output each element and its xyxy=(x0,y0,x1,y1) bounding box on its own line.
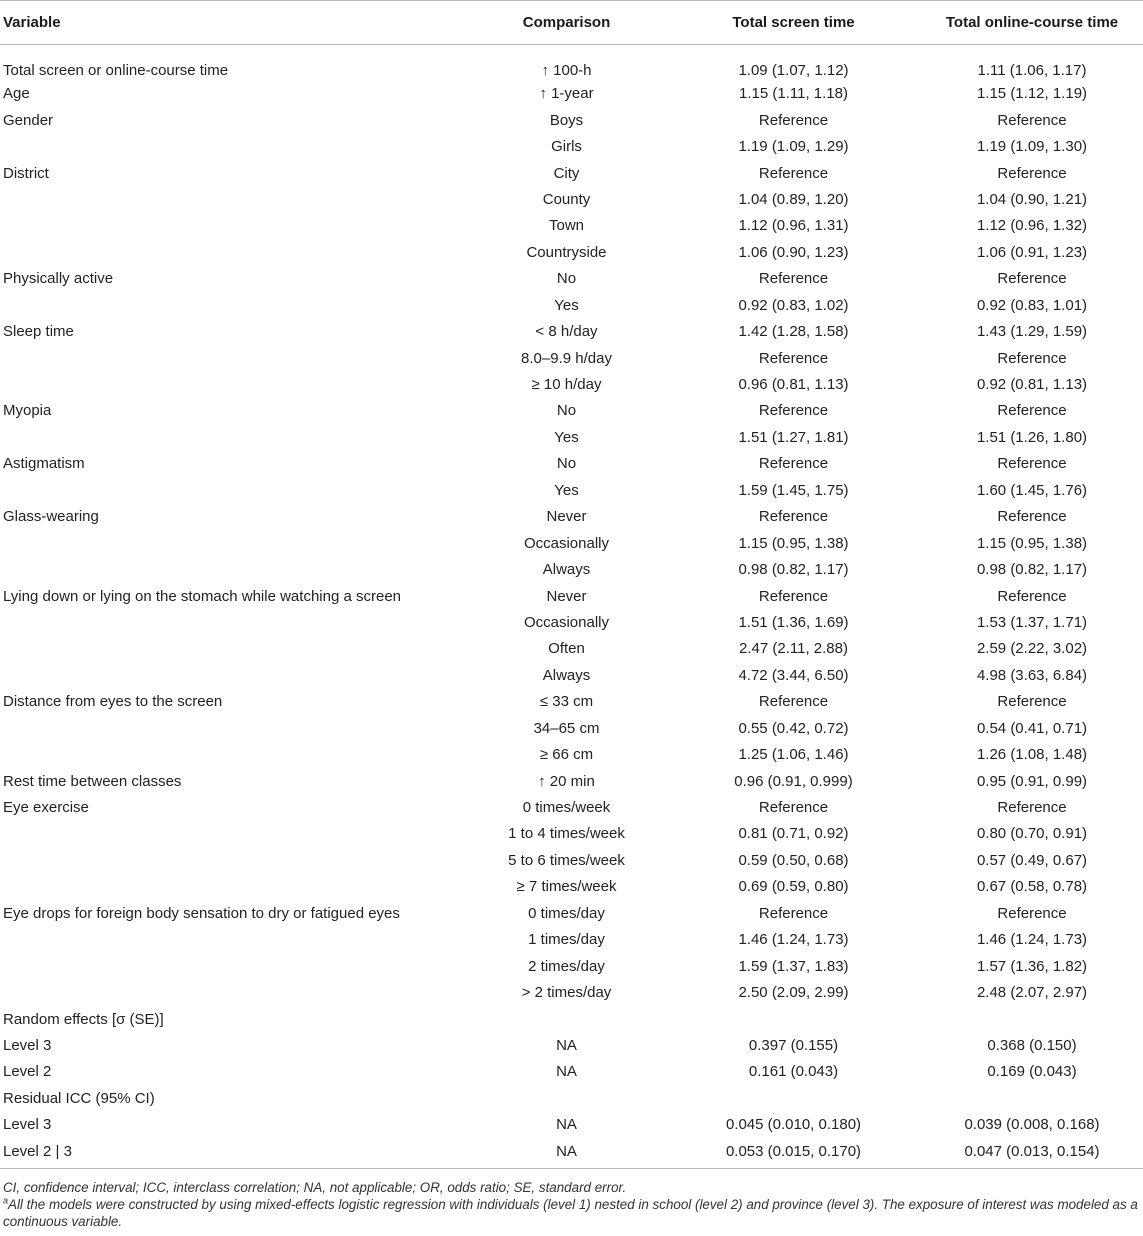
cell-variable: Eye drops for foreign body sensation to dry or fatigued eyes xyxy=(3,904,400,922)
cell-total-online-course-time: 1.12 (0.96, 1.32) xyxy=(976,217,1088,235)
cell-variable xyxy=(0,371,453,397)
cell-comparison: No xyxy=(556,270,577,288)
cell-comparison: Occasionally xyxy=(523,534,610,552)
cell-total-online-course-time: 0.92 (0.83, 1.01) xyxy=(976,296,1088,314)
cell-total-online-course-time: Reference xyxy=(997,508,1067,526)
cell-variable xyxy=(0,239,453,265)
cell-total-screen-time: 0.55 (0.42, 0.72) xyxy=(738,719,849,737)
table-row xyxy=(0,318,1143,344)
cell-total-online-course-time: 4.98 (3.63, 6.84) xyxy=(976,666,1088,684)
table-row xyxy=(0,504,1143,530)
cell-total-screen-time: 0.59 (0.50, 0.68) xyxy=(738,851,849,869)
table-row xyxy=(0,583,1143,609)
cell-total-screen-time: 1.51 (1.36, 1.69) xyxy=(738,613,849,631)
table-row xyxy=(0,821,1143,847)
cell-comparison: County xyxy=(542,190,591,208)
cell-comparison: 1 times/day xyxy=(528,931,605,949)
cell-variable xyxy=(0,953,453,979)
cell-total-online-course-time: 0.95 (0.91, 0.99) xyxy=(976,772,1088,790)
cell-total-online-course-time: 1.15 (1.12, 1.19) xyxy=(976,85,1088,103)
cell-total-screen-time: 0.397 (0.155) xyxy=(748,1036,839,1054)
cell-total-screen-time: 2.50 (2.09, 2.99) xyxy=(738,984,849,1002)
cell-total-screen-time: 0.161 (0.043) xyxy=(748,1063,839,1081)
cell-comparison: NA xyxy=(556,1116,577,1134)
table-row xyxy=(0,609,1143,635)
abbreviations-note: CI, confidence interval; ICC, interclass correlation; NA, not applicable; OR, odds ratio; SE, standard error. xyxy=(3,1179,627,1195)
cell-comparison: NA xyxy=(453,1138,680,1168)
cell-comparison: ≤ 33 cm xyxy=(539,693,594,711)
cell-comparison: NA xyxy=(556,1036,577,1054)
cell-total-screen-time: 2.47 (2.11, 2.88) xyxy=(739,640,848,658)
table-row xyxy=(0,186,1143,212)
cell-variable xyxy=(0,213,453,239)
table-row xyxy=(0,636,1143,662)
cell-comparison: 1 to 4 times/week xyxy=(508,825,625,843)
table-row xyxy=(0,81,1143,107)
cell-total-screen-time: 0.92 (0.83, 1.02) xyxy=(738,296,849,314)
cell-variable xyxy=(0,821,453,847)
cell-total-online-course-time: 1.19 (1.09, 1.30) xyxy=(976,138,1088,156)
cell-total-online-course-time: 0.57 (0.49, 0.67) xyxy=(976,851,1088,869)
cell-variable: Sleep time xyxy=(3,323,74,341)
table-row xyxy=(0,979,1143,1005)
cell-variable xyxy=(0,424,453,450)
table-row xyxy=(0,160,1143,186)
cell-comparison: Never xyxy=(546,508,587,526)
cell-comparison: Boys xyxy=(549,111,584,129)
cell-total-screen-time: 4.72 (3.44, 6.50) xyxy=(738,666,849,684)
cell-total-online-course-time: 1.53 (1.37, 1.71) xyxy=(976,613,1088,631)
cell-variable: Level 3 xyxy=(3,1036,52,1054)
cell-total-screen-time: 0.98 (0.82, 1.17) xyxy=(738,561,849,579)
cell-comparison: ↑ 1-year xyxy=(539,85,594,103)
cell-variable xyxy=(0,530,453,556)
table-row xyxy=(0,768,1143,794)
cell-variable: Physically active xyxy=(3,270,114,288)
cell-total-screen-time: Reference xyxy=(758,164,829,182)
cell-total-screen-time: Reference xyxy=(758,904,829,922)
cell-variable: Distance from eyes to the screen xyxy=(3,693,223,711)
cell-total-screen-time: 0.81 (0.71, 0.92) xyxy=(738,825,849,843)
cell-total-screen-time xyxy=(680,1006,907,1032)
cell-total-online-course-time: 2.48 (2.07, 2.97) xyxy=(976,984,1088,1002)
cell-total-online-course-time: 1.04 (0.90, 1.21) xyxy=(976,190,1088,208)
cell-comparison: Often xyxy=(548,640,585,658)
cell-total-online-course-time: 2.59 (2.22, 3.02) xyxy=(976,640,1088,658)
methods-note-text: All the models were constructed by using mixed-effects logistic regression with individuals (level 1) nested in school (level 2) and province (level 3). The exposure of interest was modeled as a continuous variable. xyxy=(3,1196,1138,1229)
table-row xyxy=(0,556,1143,582)
table-row xyxy=(0,1085,1143,1111)
cell-total-online-course-time: 0.047 (0.013, 0.154) xyxy=(907,1138,1143,1168)
cell-total-online-course-time: 1.06 (0.91, 1.23) xyxy=(976,243,1088,261)
cell-comparison: Occasionally xyxy=(523,613,610,631)
cell-comparison: ↑ 20 min xyxy=(538,772,595,790)
header-total-screen-time: Total screen time xyxy=(680,1,907,45)
cell-total-screen-time: 1.51 (1.27, 1.81) xyxy=(738,428,849,446)
cell-total-screen-time: 0.69 (0.59, 0.80) xyxy=(738,878,849,896)
cell-total-screen-time: 1.15 (1.11, 1.18) xyxy=(739,85,848,103)
table-row xyxy=(0,847,1143,873)
cell-total-online-course-time: Reference xyxy=(997,693,1067,711)
cell-comparison xyxy=(453,1006,680,1032)
cell-total-screen-time: Reference xyxy=(758,402,829,420)
cell-total-screen-time: Reference xyxy=(758,799,829,817)
cell-total-online-course-time xyxy=(907,1085,1143,1111)
cell-variable: Age xyxy=(3,85,30,103)
cell-comparison: Countryside xyxy=(526,243,607,261)
cell-comparison: ≥ 10 h/day xyxy=(531,376,602,394)
cell-comparison: 2 times/day xyxy=(528,957,605,975)
cell-total-online-course-time: Reference xyxy=(997,904,1067,922)
cell-comparison: ↑ 100-h xyxy=(541,61,592,79)
cell-total-online-course-time: 0.169 (0.043) xyxy=(987,1063,1077,1081)
cell-total-screen-time: 1.04 (0.89, 1.20) xyxy=(738,190,849,208)
table-row xyxy=(0,1112,1143,1138)
cell-total-online-course-time: 0.039 (0.008, 0.168) xyxy=(964,1116,1100,1134)
cell-total-screen-time: Reference xyxy=(758,111,829,129)
cell-variable: District xyxy=(3,164,49,182)
cell-total-screen-time: Reference xyxy=(758,508,829,526)
cell-total-screen-time: 1.09 (1.07, 1.12) xyxy=(738,61,849,79)
cell-total-screen-time: 1.46 (1.24, 1.73) xyxy=(738,931,849,949)
cell-variable: Glass-wearing xyxy=(3,508,99,526)
cell-variable xyxy=(0,556,453,582)
cell-total-online-course-time xyxy=(907,1006,1143,1032)
cell-variable: Myopia xyxy=(3,402,52,420)
table-row xyxy=(0,1059,1143,1085)
cell-variable xyxy=(0,477,453,503)
table-row xyxy=(0,900,1143,926)
cell-variable: Residual ICC (95% CI) xyxy=(3,1089,155,1107)
table-row xyxy=(0,1032,1143,1058)
table-row xyxy=(0,133,1143,159)
table-row xyxy=(0,345,1143,371)
cell-variable xyxy=(0,609,453,635)
cell-total-screen-time: 1.06 (0.90, 1.23) xyxy=(738,243,849,261)
table-row xyxy=(0,715,1143,741)
cell-total-screen-time: Reference xyxy=(758,455,829,473)
table-row xyxy=(0,689,1143,715)
cell-variable xyxy=(0,874,453,900)
cell-comparison: 5 to 6 times/week xyxy=(508,851,625,869)
cell-total-online-course-time: 0.92 (0.81, 1.13) xyxy=(976,376,1088,394)
cell-total-screen-time: Reference xyxy=(758,270,829,288)
cell-comparison: No xyxy=(556,402,577,420)
cell-total-online-course-time: Reference xyxy=(997,587,1067,605)
table-row xyxy=(0,662,1143,688)
table-row xyxy=(0,266,1143,292)
cell-variable: Gender xyxy=(3,111,54,129)
cell-comparison: < 8 h/day xyxy=(535,323,598,341)
header-comparison: Comparison xyxy=(453,1,680,45)
table-row xyxy=(0,213,1143,239)
table-row xyxy=(0,398,1143,424)
cell-total-screen-time: 1.42 (1.28, 1.58) xyxy=(738,323,849,341)
cell-comparison: Yes xyxy=(554,296,579,314)
cell-total-online-course-time: 1.43 (1.29, 1.59) xyxy=(976,323,1088,341)
header-row xyxy=(0,1,1143,45)
cell-variable xyxy=(0,979,453,1005)
cell-comparison: > 2 times/day xyxy=(521,984,612,1002)
cell-total-screen-time: 1.12 (0.96, 1.31) xyxy=(738,217,849,235)
cell-total-screen-time: Reference xyxy=(758,349,829,367)
cell-total-online-course-time: 1.57 (1.36, 1.82) xyxy=(976,957,1088,975)
cell-comparison: Always xyxy=(542,561,591,579)
cell-comparison: NA xyxy=(556,1063,577,1081)
cell-comparison: 34–65 cm xyxy=(533,719,600,737)
cell-total-online-course-time: Reference xyxy=(997,455,1067,473)
cell-variable xyxy=(0,186,453,212)
cell-total-online-course-time: 1.15 (0.95, 1.38) xyxy=(976,534,1088,552)
cell-total-online-course-time: Reference xyxy=(997,799,1067,817)
cell-variable xyxy=(0,662,453,688)
cell-variable: Level 2 xyxy=(3,1063,52,1081)
cell-total-online-course-time: 0.80 (0.70, 0.91) xyxy=(976,825,1088,843)
cell-total-online-course-time: Reference xyxy=(997,270,1067,288)
table-row xyxy=(0,239,1143,265)
cell-variable xyxy=(0,292,453,318)
cell-comparison: Girls xyxy=(551,138,582,156)
table-row xyxy=(0,477,1143,503)
cell-total-screen-time: 0.96 (0.81, 1.13) xyxy=(738,376,849,394)
table-row xyxy=(0,741,1143,767)
cell-total-online-course-time: Reference xyxy=(997,164,1067,182)
cell-total-online-course-time: Reference xyxy=(997,111,1067,129)
cell-comparison: 0 times/week xyxy=(522,799,611,817)
header-total-online-course-time: Total online-course time xyxy=(907,1,1143,45)
cell-total-screen-time xyxy=(680,1085,907,1111)
cell-comparison: Yes xyxy=(554,481,579,499)
table-row xyxy=(0,45,1143,81)
table-row xyxy=(0,371,1143,397)
cell-total-online-course-time: 1.60 (1.45, 1.76) xyxy=(976,481,1088,499)
cell-comparison xyxy=(453,1085,680,1111)
cell-comparison: ≥ 66 cm xyxy=(539,746,594,764)
cell-variable xyxy=(0,847,453,873)
cell-total-screen-time: 1.59 (1.45, 1.75) xyxy=(738,481,849,499)
cell-total-online-course-time: Reference xyxy=(997,349,1067,367)
table-row xyxy=(0,292,1143,318)
cell-variable xyxy=(0,133,453,159)
cell-total-online-course-time: 1.51 (1.26, 1.80) xyxy=(976,428,1088,446)
cell-total-online-course-time: 0.368 (0.150) xyxy=(987,1036,1077,1054)
table-row xyxy=(0,424,1143,450)
table-row xyxy=(0,874,1143,900)
cell-total-screen-time: Reference xyxy=(758,693,829,711)
cell-comparison: City xyxy=(553,164,580,182)
cell-variable: Rest time between classes xyxy=(3,772,182,790)
table-row xyxy=(0,107,1143,133)
cell-variable xyxy=(0,715,453,741)
cell-total-screen-time: 1.19 (1.09, 1.29) xyxy=(738,138,849,156)
table-row xyxy=(0,927,1143,953)
cell-comparison: Town xyxy=(548,217,585,235)
methods-note xyxy=(3,1196,1140,1230)
cell-total-online-course-time: Reference xyxy=(997,402,1067,420)
cell-total-online-course-time: 0.67 (0.58, 0.78) xyxy=(976,878,1088,896)
cell-total-screen-time: 0.96 (0.91, 0.999) xyxy=(734,772,853,790)
cell-variable: Astigmatism xyxy=(3,455,85,473)
cell-total-online-course-time: 1.26 (1.08, 1.48) xyxy=(976,746,1088,764)
cell-variable: Random effects [σ (SE)] xyxy=(3,1010,164,1028)
cell-total-online-course-time: 0.54 (0.41, 0.71) xyxy=(976,719,1088,737)
cell-variable xyxy=(0,636,453,662)
footnote-marker: a xyxy=(3,1195,9,1206)
cell-total-screen-time: 1.15 (0.95, 1.38) xyxy=(738,534,849,552)
cell-variable: Eye exercise xyxy=(3,799,89,817)
cell-variable: Total screen or online-course time xyxy=(3,61,229,79)
cell-comparison: Yes xyxy=(554,428,579,446)
cell-total-screen-time: 0.053 (0.015, 0.170) xyxy=(680,1138,907,1168)
cell-total-online-course-time: 0.98 (0.82, 1.17) xyxy=(976,561,1088,579)
cell-variable: Level 3 xyxy=(3,1116,52,1134)
cell-total-online-course-time: 1.11 (1.06, 1.17) xyxy=(977,61,1087,79)
cell-variable xyxy=(0,345,453,371)
cell-comparison: Always xyxy=(542,666,591,684)
cell-comparison: ≥ 7 times/week xyxy=(516,878,617,896)
cell-total-screen-time: 1.59 (1.37, 1.83) xyxy=(738,957,849,975)
cell-total-screen-time: 1.25 (1.06, 1.46) xyxy=(738,746,849,764)
table-row xyxy=(0,451,1143,477)
table-body xyxy=(0,45,1143,1169)
cell-comparison: 0 times/day xyxy=(528,904,605,922)
cell-comparison: Never xyxy=(546,587,587,605)
table-footnotes xyxy=(0,1169,1143,1230)
cell-total-screen-time: Reference xyxy=(758,587,829,605)
cell-total-online-course-time: 1.46 (1.24, 1.73) xyxy=(976,931,1088,949)
cell-comparison: 8.0–9.9 h/day xyxy=(521,349,612,367)
cell-total-screen-time: 0.045 (0.010, 0.180) xyxy=(725,1116,862,1134)
cell-variable: Lying down or lying on the stomach while watching a screen xyxy=(3,587,401,605)
table-row xyxy=(0,530,1143,556)
cell-variable xyxy=(0,927,453,953)
table-row xyxy=(0,1006,1143,1032)
cell-comparison: No xyxy=(556,455,577,473)
table-row xyxy=(0,953,1143,979)
cell-variable: Level 2 | 3 xyxy=(0,1138,453,1168)
header-variable: Variable xyxy=(0,1,453,45)
table-row xyxy=(0,794,1143,820)
table-row xyxy=(0,1138,1143,1168)
cell-variable xyxy=(0,741,453,767)
